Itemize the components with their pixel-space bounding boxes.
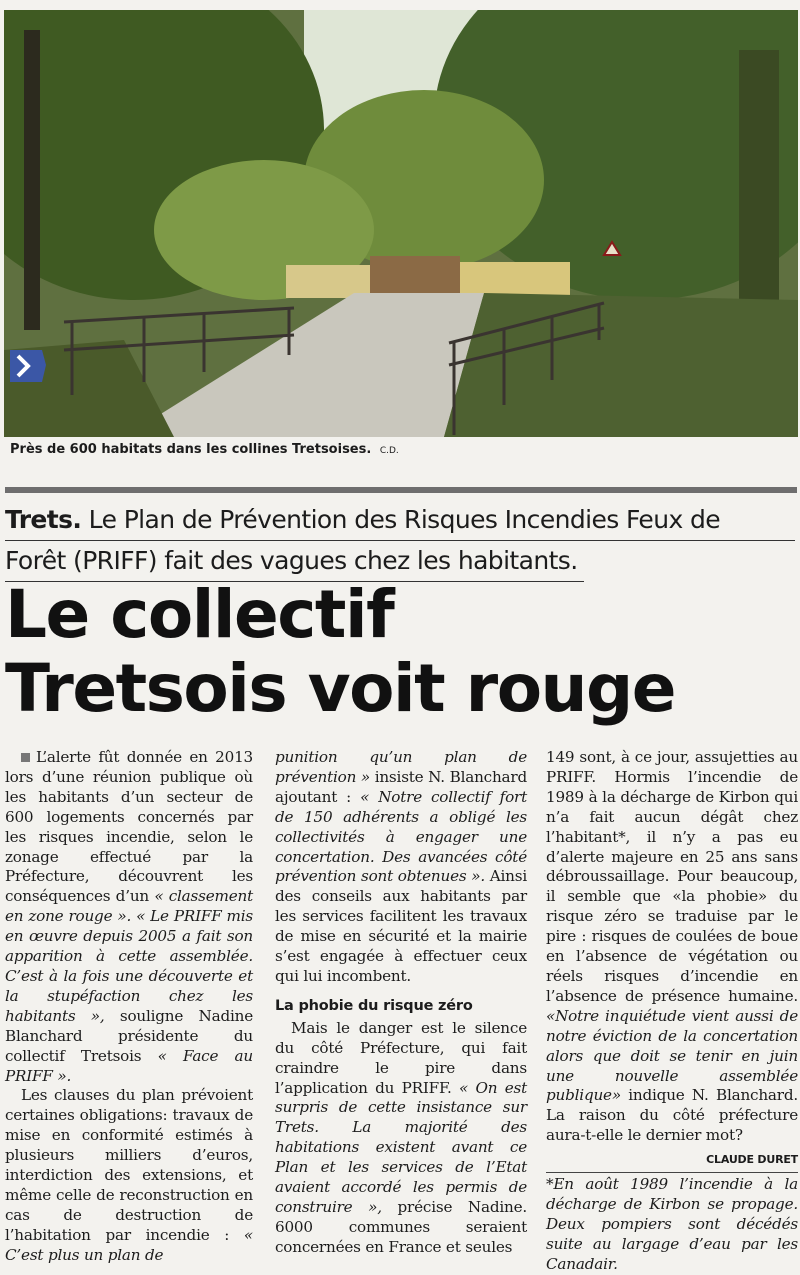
quote: « Face au PRIFF ». bbox=[5, 1046, 253, 1085]
section-divider bbox=[5, 487, 797, 493]
photo-caption bbox=[10, 442, 790, 457]
quote: « C’est plus un plan de bbox=[5, 1225, 253, 1264]
paragraph bbox=[5, 1086, 253, 1265]
text-run: souligne Nadine Blanchard présidente du collectif Tretsois bbox=[5, 1006, 253, 1065]
kicker-line-2: Forêt (PRIFF) fait des vagues chez les habitants. bbox=[5, 541, 584, 582]
subheading: La phobie du risque zéro bbox=[275, 997, 473, 1014]
article-photo bbox=[4, 10, 798, 437]
paragraph bbox=[275, 748, 527, 987]
author-signature: CLAUDE DURET bbox=[706, 1153, 798, 1167]
kicker bbox=[5, 500, 795, 582]
article-column-1 bbox=[5, 748, 253, 1266]
quote: « Notre collectif fort de 150 adhérents a obligé les collectivités à engager une concertation. Des avancées côté prévention sont obtenues ». bbox=[275, 787, 527, 886]
article-column-2 bbox=[275, 748, 527, 1258]
caption-text: Près de 600 habitats dans les collines Tretsoises. bbox=[10, 442, 372, 457]
text-run: 149 sont, à ce jour, assujetties au PRIFF. Hormis l’incendie de 1989 à la décharge de Kirbon qui n’a fait aucun dégât chez l’habitant*, il n’y a pas eu d’alerte majeure en 25 ans sans débroussaillage. Pour beaucoup, il semble que «la phobie» du risque zéro se traduise par le pire : risques de coulées de boue en l’absence de végétation ou réels risques d’incendie en l’absence de présence humaine. bbox=[546, 748, 798, 1005]
photo-credit: C.D. bbox=[379, 446, 399, 456]
text-run: précise Nadine. 6000 communes seraient concernées en France et seules bbox=[275, 1197, 528, 1256]
quote: « On est surpris de cette insistance sur Trets. La majorité des habitations existent avant ce Plan et les services de l’Etat avaient accordé les permis de construire », bbox=[275, 1078, 527, 1216]
square-bullet-icon bbox=[21, 753, 30, 762]
text-run: insiste N. Blanchard ajoutant : bbox=[275, 767, 527, 806]
headline: Le collectif Tretsois voit rouge bbox=[5, 576, 676, 727]
text-run: Mais le danger est le silence du côté Préfecture, qui fait craindre le pire dans l’application du PRIFF. bbox=[275, 1018, 527, 1097]
kicker-location: Trets. bbox=[5, 505, 82, 534]
kicker-line-1 bbox=[5, 500, 795, 541]
footnote: *En août 1989 l’incendie à la décharge de Kirbon se propage. Deux pompiers sont décédés suite au largage d’eau par les Canadair. bbox=[546, 1172, 798, 1275]
quote: punition qu’un plan de prévention » bbox=[275, 748, 527, 786]
paragraph bbox=[275, 1019, 527, 1258]
text-run: Les clauses du plan prévoient certaines obligations: travaux de mise en conformité estimés à plusieurs milliers d’euros, interdiction des extensions, et même celle de reconstruction en cas de destruction de l’habitation par incendie : bbox=[5, 1086, 253, 1244]
paragraph bbox=[5, 748, 253, 1086]
quote: «Notre inquiétude vient aussi de notre éviction de la concertation alors que doit se tenir en juin une nouvelle assemblée publique» bbox=[546, 1006, 798, 1105]
kicker-text-1: Le Plan de Prévention des Risques Incendies Feux de bbox=[81, 505, 721, 534]
quote: « classement en zone rouge ». bbox=[5, 887, 253, 926]
text-run: Ainsi des conseils aux habitants par les services facilitent les travaux de mise en sécurité et la mairie s’est engagée à effectuer ceux qui lui incombent. bbox=[275, 867, 527, 985]
text-run: indique N. Blanchard. La raison du côté préfecture aura-t-elle le dernier mot? bbox=[546, 1086, 798, 1145]
quote: « Le PRIFF mis en œuvre depuis 2005 a fait son apparition à cette assemblée. C’est à la fois une découverte et la stupéfaction chez les habitants », bbox=[5, 907, 253, 1025]
text-run: L’alerte fût donnée en 2013 lors d’une réunion publique où les habitants d’un secteur de 600 logements concernés par les risques incendie, selon le zonage effectué par la Préfecture, découvrent les conséquences d’un bbox=[5, 748, 253, 906]
paragraph bbox=[546, 748, 798, 1146]
article-column-3 bbox=[546, 748, 798, 1275]
